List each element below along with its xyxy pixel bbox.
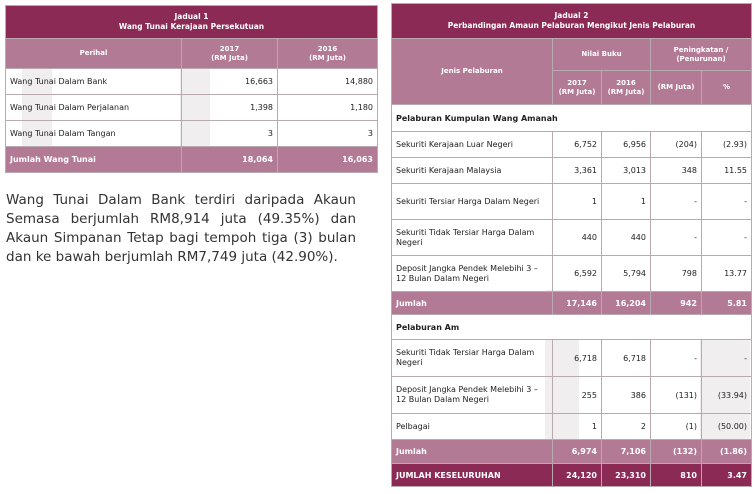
table2-header-jenis: Jenis Pelaburan [392,39,553,105]
table2-title: Jadual 2 Perbandingan Amaun Pelaburan Mengikut Jenis Pelaburan [392,4,752,39]
table-row: Wang Tunai Dalam Tangan 3 3 [6,121,378,147]
table-cash-federal [5,5,378,173]
table-row: Sekuriti Tidak Tersiar Harga Dalam Negeri 6,718 6,718 - - [392,340,752,377]
table-investment-comparison [391,3,752,487]
table2-header-2017: 2017 (RM Juta) [553,71,602,105]
table-row: Sekuriti Kerajaan Malaysia 3,361 3,013 348 11.55 [392,158,752,184]
table2-header-peningkatan: Peningkatan / (Penurunan) [651,39,752,71]
table-grand-total-row: JUMLAH KESELURUHAN 24,120 23,310 810 3.47 [392,464,752,487]
table1-header-2016: 2016 (RM Juta) [278,39,378,69]
body-paragraph: Wang Tunai Dalam Bank terdiri daripada Akaun Semasa berjumlah RM8,914 juta (49.35%) dan Akaun Simpanan Tetap bagi tempoh tiga (3) bulan dan ke bawah berjumlah RM7,749 juta (42.90%). [6,192,356,265]
table2-header-pct: % [702,71,752,105]
table-row: Deposit Jangka Pendek Melebihi 3 – 12 Bulan Dalam Negeri 6,592 5,794 798 13.77 [392,256,752,292]
table2-header-2016: 2016 (RM Juta) [602,71,651,105]
table2-header-rm-juta: (RM Juta) [651,71,702,105]
table1-header-perihal: Perihal [6,39,182,69]
table-row: Sekuriti Tersiar Harga Dalam Negeri 1 1 - - [392,184,752,220]
table-total-row: Jumlah 6,974 7,106 (132) (1.86) [392,440,752,464]
table-row: Wang Tunai Dalam Bank 16,663 14,880 [6,69,378,95]
section-row: Pelaburan Kumpulan Wang Amanah [392,105,752,132]
section-row: Pelaburan Am [392,315,752,340]
table-total-row: Jumlah 17,146 16,204 942 5.81 [392,292,752,315]
table-total-row: Jumlah Wang Tunai 18,064 16,063 [6,147,378,173]
table1-title: Jadual 1 Wang Tunai Kerajaan Persekutuan [6,6,378,39]
table-row: Deposit Jangka Pendek Melebihi 3 – 12 Bulan Dalam Negeri 255 386 (131) (33.94) [392,377,752,414]
table2-header-nilai-buku: Nilai Buku [553,39,651,71]
table-row: Wang Tunai Dalam Perjalanan 1,398 1,180 [6,95,378,121]
table-row: Sekuriti Tidak Tersiar Harga Dalam Negeri 440 440 - - [392,220,752,256]
table-row: Pelbagai 1 2 (1) (50.00) [392,414,752,440]
table-row: Sekuriti Kerajaan Luar Negeri 6,752 6,956 (204) (2.93) [392,132,752,158]
table1-header-2017: 2017 (RM Juta) [182,39,278,69]
